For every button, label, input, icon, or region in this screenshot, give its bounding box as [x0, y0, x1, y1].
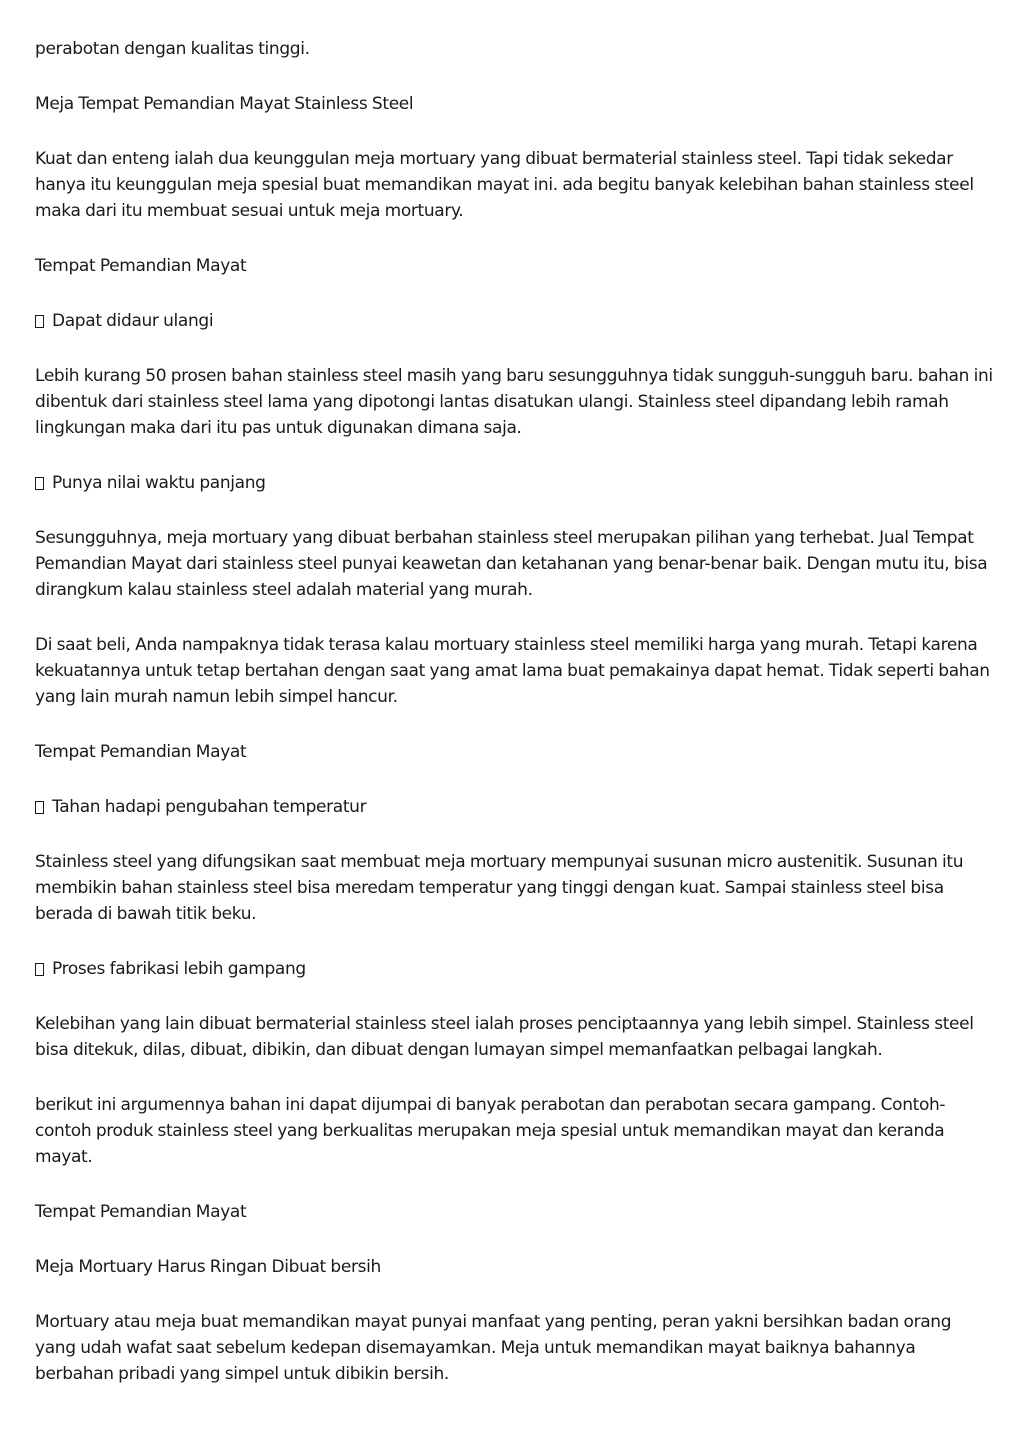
paragraph: Tempat Pemandian Mayat: [35, 1202, 247, 1222]
paragraph: perabotan dengan kualitas tinggi.: [35, 39, 310, 59]
paragraph: Kelebihan yang lain dibuat bermaterial stainless steel ialah proses penciptaannya yang lebih simpel. Stainless steel bisa ditekuk, dilas, dibuat, dibikin, dan dibuat dengan lumayan simpel memanfaatkan pelbagai langkah.: [35, 1014, 974, 1060]
bullet-item: [35, 794, 993, 820]
bullet-box-icon: [35, 801, 44, 814]
bullet-item: [35, 308, 993, 334]
bullet-item: [35, 956, 993, 982]
paragraph: Kuat dan enteng ialah dua keunggulan meja mortuary yang dibuat bermaterial stainless steel. Tapi tidak sekedar hanya itu keunggulan meja spesial buat memandikan mayat ini. ada begitu banyak kelebihan bahan stainless steel maka dari itu membuat sesuai untuk meja mortuary.: [35, 149, 974, 221]
paragraph: Lebih kurang 50 prosen bahan stainless steel masih yang baru sesungguhnya tidak sungguh-sungguh baru. bahan ini dibentuk dari stainless steel lama yang dipotongi lantas disatukan ulangi. Stainless steel dipandang lebih ramah lingkungan maka dari itu pas untuk digunakan dimana saja.: [35, 366, 993, 438]
bullet-text: Dapat didaur ulangi: [52, 311, 214, 331]
paragraph: Sesungguhnya, meja mortuary yang dibuat berbahan stainless steel merupakan pilihan yang terhebat. Jual Tempat Pemandian Mayat dari stainless steel punyai keawetan dan ketahanan yang benar-benar baik. Dengan mutu itu, bisa dirangkum kalau stainless steel adalah material yang murah.: [35, 528, 988, 600]
bullet-item: [35, 470, 993, 496]
bullet-text: Tahan hadapi pengubahan temperatur: [52, 797, 367, 817]
paragraph: Meja Mortuary Harus Ringan Dibuat bersih: [35, 1257, 381, 1277]
bullet-box-icon: [35, 477, 44, 490]
bullet-box-icon: [35, 963, 44, 976]
paragraph: Tempat Pemandian Mayat: [35, 742, 247, 762]
bullet-box-icon: [35, 315, 44, 328]
bullet-text: Proses fabrikasi lebih gampang: [52, 959, 306, 979]
paragraph: Mortuary atau meja buat memandikan mayat punyai manfaat yang penting, peran yakni bersihkan badan orang yang udah wafat saat sebelum kedepan disemayamkan. Meja untuk memandikan mayat baiknya bahannya berbahan pribadi yang simpel untuk dibikin bersih.: [35, 1312, 952, 1384]
paragraph: berikut ini argumennya bahan ini dapat dijumpai di banyak perabotan dan perabotan secara gampang. Contoh-contoh produk stainless steel yang berkualitas merupakan meja spesial untuk memandikan mayat dan keranda mayat.: [35, 1095, 946, 1167]
paragraph: Tempat Pemandian Mayat: [35, 256, 247, 276]
paragraph: Di saat beli, Anda nampaknya tidak terasa kalau mortuary stainless steel memiliki harga yang murah. Tetapi karena kekuatannya untuk tetap bertahan dengan saat yang amat lama buat pemakainya dapat hemat. Tidak seperti bahan yang lain murah namun lebih simpel hancur.: [35, 635, 990, 707]
document-body: [35, 36, 993, 1416]
paragraph: Meja Tempat Pemandian Mayat Stainless Steel: [35, 94, 414, 114]
bullet-text: Punya nilai waktu panjang: [52, 473, 266, 493]
paragraph: Stainless steel yang difungsikan saat membuat meja mortuary mempunyai susunan micro austenitik. Susunan itu membikin bahan stainless steel bisa meredam temperatur yang tinggi dengan kuat. Sampai stainless steel bisa berada di bawah titik beku.: [35, 852, 964, 924]
